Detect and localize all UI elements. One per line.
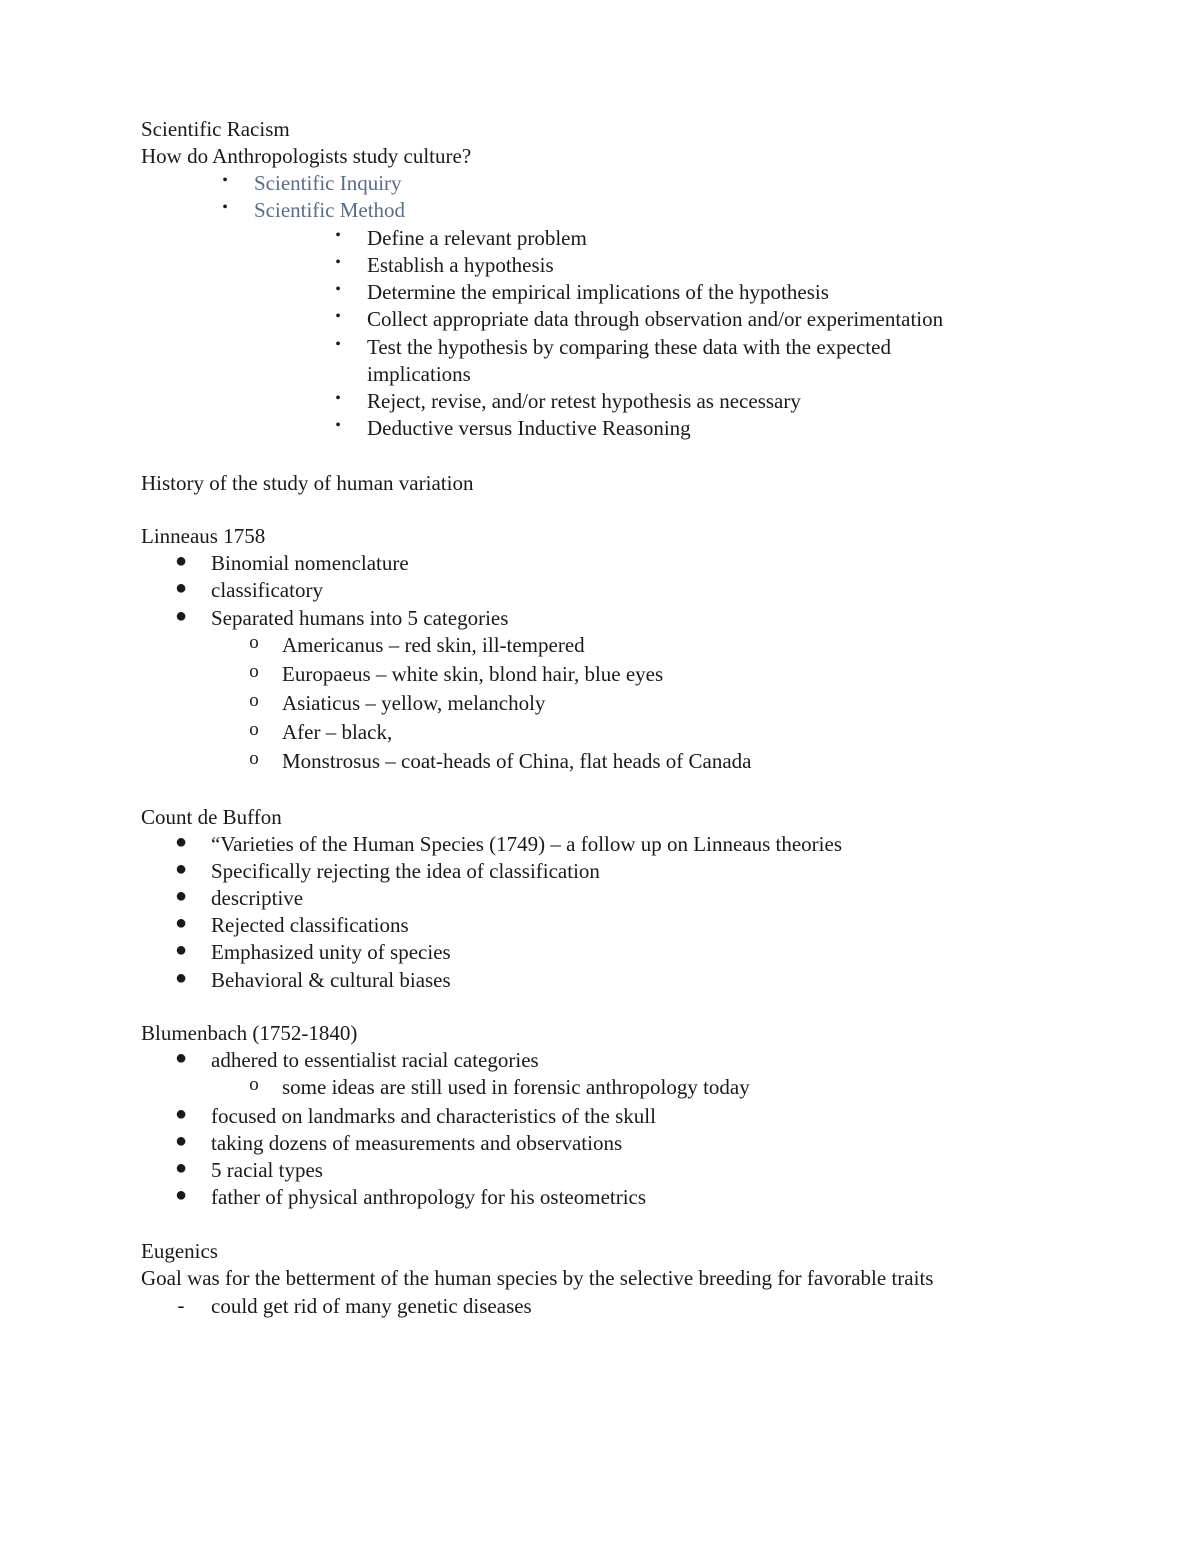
bullet-icon: ●: [174, 577, 188, 599]
list-item-method-step: Deductive versus Inductive Reasoning: [367, 416, 691, 440]
eugenics-goal: Goal was for the betterment of the human species by the selective breeding for favorable traits: [141, 1266, 934, 1290]
bullet-icon: ●: [174, 1103, 188, 1125]
bullet-icon: •: [335, 254, 341, 271]
circle-bullet-icon: o: [249, 1074, 259, 1095]
section-heading-blumenbach: Blumenbach (1752-1840): [141, 1021, 358, 1045]
list-item-method-step-continued: implications: [367, 362, 471, 386]
list-item-study-method: Scientific Method: [254, 198, 406, 222]
list-item-blumenbach: adhered to essentialist racial categories: [211, 1048, 539, 1072]
list-item-category: Americanus – red skin, ill-tempered: [282, 633, 585, 657]
list-item-buffon: descriptive: [211, 886, 304, 910]
bullet-icon: ●: [174, 1157, 188, 1179]
bullet-icon: ●: [174, 550, 188, 572]
bullet-icon: ●: [174, 831, 188, 853]
circle-bullet-icon: o: [249, 719, 259, 740]
list-item-blumenbach-sub: some ideas are still used in forensic anthropology today: [282, 1075, 750, 1099]
bullet-icon: ●: [174, 1047, 188, 1069]
bullet-icon: •: [335, 390, 341, 407]
bullet-icon: ●: [174, 605, 188, 627]
bullet-icon: •: [335, 336, 341, 353]
list-item-method-step: Establish a hypothesis: [367, 253, 554, 277]
list-item-buffon: Behavioral & cultural biases: [211, 968, 451, 992]
circle-bullet-icon: o: [249, 661, 259, 682]
list-item-study-method: Scientific Inquiry: [254, 171, 402, 195]
list-item-method-step: Collect appropriate data through observation and/or experimentation: [367, 307, 944, 331]
section-heading-linneaus: Linneaus 1758: [141, 524, 266, 548]
list-item-category: Afer – black,: [282, 720, 393, 744]
bullet-icon: ●: [174, 912, 188, 934]
list-item-blumenbach: father of physical anthropology for his osteometrics: [211, 1185, 647, 1209]
circle-bullet-icon: o: [249, 690, 259, 711]
section-heading-eugenics: Eugenics: [141, 1239, 218, 1263]
list-item-buffon: Specifically rejecting the idea of classification: [211, 859, 600, 883]
document-title: Scientific Racism: [141, 117, 290, 141]
list-item-blumenbach: 5 racial types: [211, 1158, 323, 1182]
list-item-buffon: Rejected classifications: [211, 913, 409, 937]
bullet-icon: •: [335, 308, 341, 325]
list-item-buffon: Emphasized unity of species: [211, 940, 451, 964]
list-item-category: Monstrosus – coat-heads of China, flat heads of Canada: [282, 749, 752, 773]
bullet-icon: ●: [174, 885, 188, 907]
list-item-eugenics: could get rid of many genetic diseases: [211, 1294, 532, 1318]
list-item-linneaus: Separated humans into 5 categories: [211, 606, 509, 630]
list-item-linneaus: classificatory: [211, 578, 323, 602]
list-item-linneaus: Binomial nomenclature: [211, 551, 409, 575]
list-item-method-step: Reject, revise, and/or retest hypothesis as necessary: [367, 389, 801, 413]
bullet-icon: •: [222, 199, 228, 216]
bullet-icon: ●: [174, 939, 188, 961]
list-item-buffon: “Varieties of the Human Species (1749) – a follow up on Linneaus theories: [211, 832, 842, 856]
section-heading-history: History of the study of human variation: [141, 471, 474, 495]
list-item-method-step: Define a relevant problem: [367, 226, 587, 250]
list-item-category: Europaeus – white skin, blond hair, blue eyes: [282, 662, 664, 686]
bullet-icon: •: [222, 172, 228, 189]
bullet-icon: ●: [174, 967, 188, 989]
dash-bullet-icon: -: [177, 1293, 185, 1317]
bullet-icon: ●: [174, 858, 188, 880]
bullet-icon: •: [335, 227, 341, 244]
bullet-icon: ●: [174, 1184, 188, 1206]
list-item-blumenbach: taking dozens of measurements and observations: [211, 1131, 623, 1155]
bullet-icon: •: [335, 417, 341, 434]
bullet-icon: ●: [174, 1130, 188, 1152]
list-item-blumenbach: focused on landmarks and characteristics of the skull: [211, 1104, 656, 1128]
list-item-method-step: Test the hypothesis by comparing these data with the expected: [367, 335, 891, 359]
list-item-method-step: Determine the empirical implications of the hypothesis: [367, 280, 829, 304]
section-question: How do Anthropologists study culture?: [141, 144, 472, 168]
circle-bullet-icon: o: [249, 748, 259, 769]
section-heading-buffon: Count de Buffon: [141, 805, 282, 829]
bullet-icon: •: [335, 281, 341, 298]
list-item-category: Asiaticus – yellow, melancholy: [282, 691, 546, 715]
circle-bullet-icon: o: [249, 632, 259, 653]
